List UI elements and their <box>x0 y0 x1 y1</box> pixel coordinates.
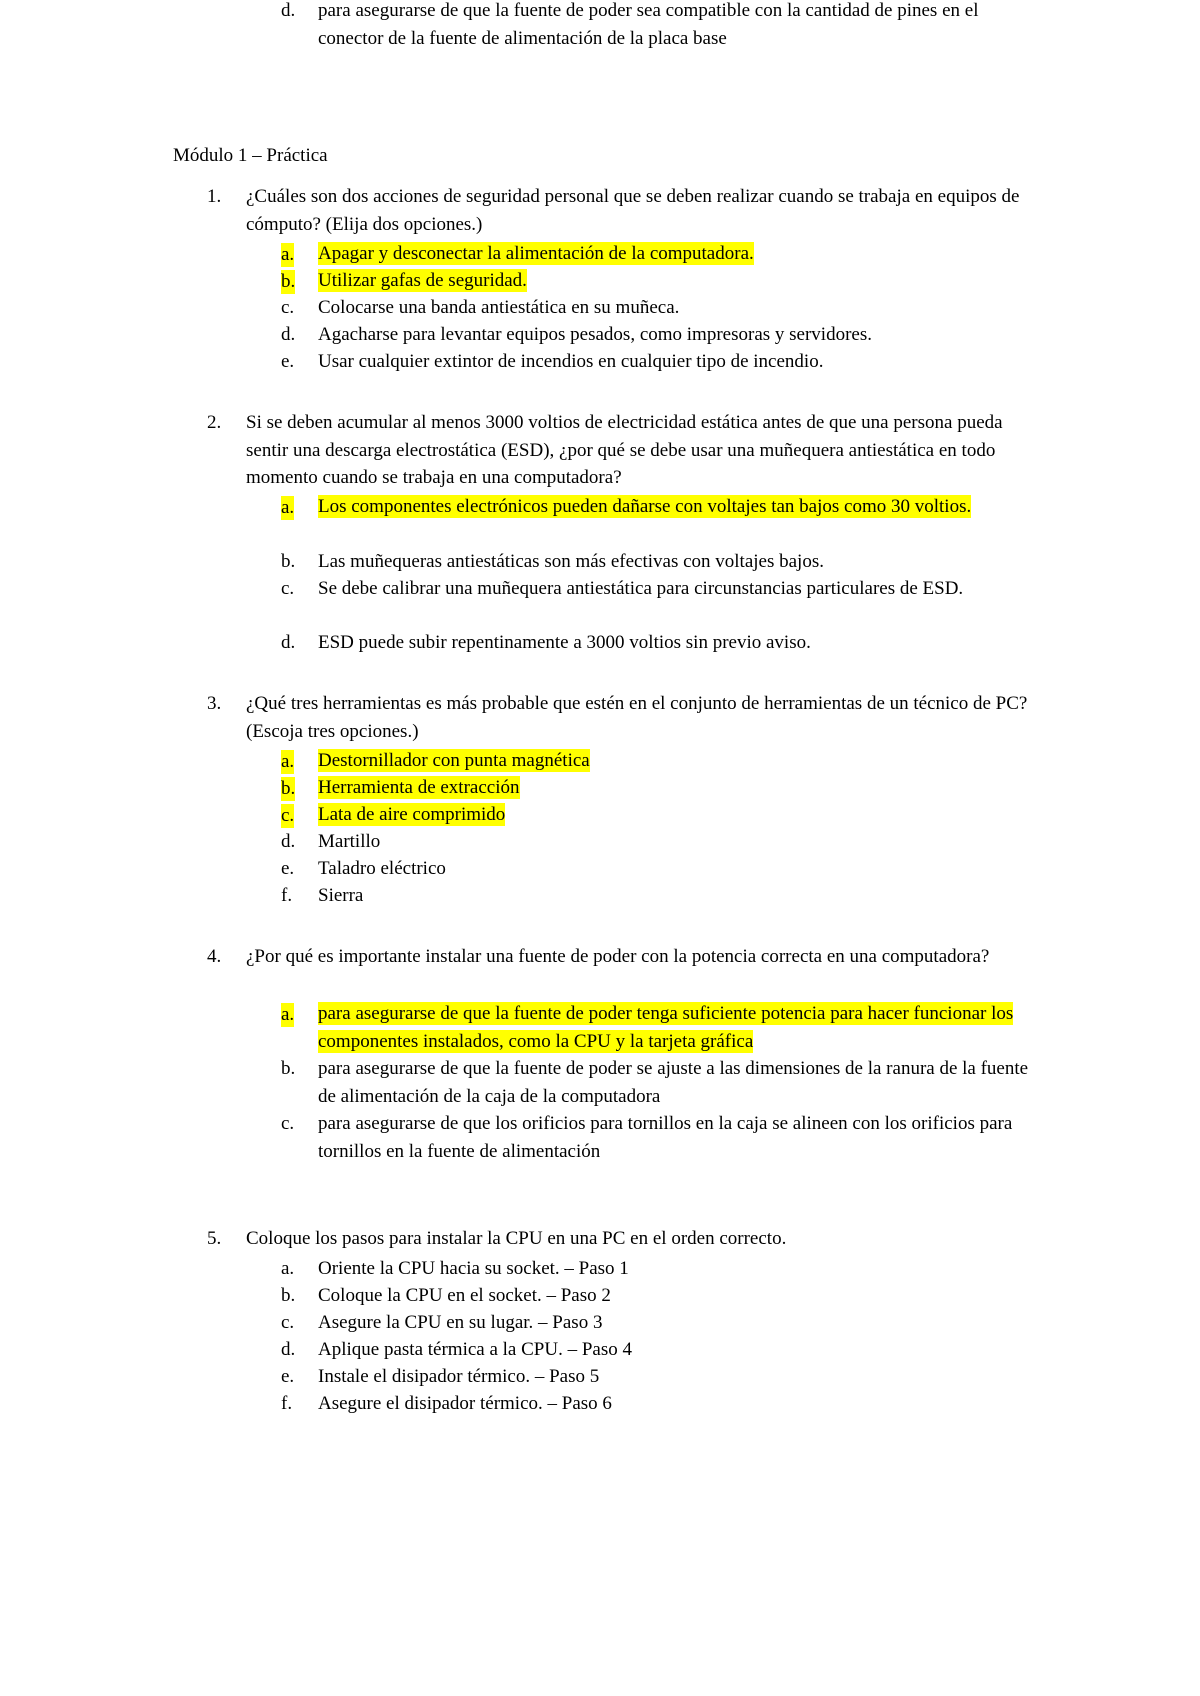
option-letter: c. <box>281 1312 295 1333</box>
option-text <box>318 1363 1038 1391</box>
option-text <box>318 1110 1038 1165</box>
option-text-content: Martillo <box>318 831 381 852</box>
option-text-content: Asegure el disipador térmico. – Paso 6 <box>318 1393 612 1414</box>
option-text-content: para asegurarse de que la fuente de poder se ajuste a las dimensiones de la ranura de la fuente de alimentación de la caja de la computadora <box>318 1058 1029 1107</box>
option-text <box>318 855 1038 883</box>
option-text-content: Coloque la CPU en el socket. – Paso 2 <box>318 1285 611 1306</box>
option-text-content: Asegure la CPU en su lugar. – Paso 3 <box>318 1312 603 1333</box>
question-text: ¿Qué tres herramientas es más probable que estén en el conjunto de herramientas de un técnico de PC? (Escoja tres opciones.) <box>246 693 1028 742</box>
option-letter: f. <box>281 1393 293 1414</box>
option-text <box>318 321 1038 349</box>
option-text-content: Oriente la CPU hacia su socket. – Paso 1 <box>318 1258 629 1279</box>
option-text <box>318 882 1038 910</box>
option-text-content: Instale el disipador térmico. – Paso 5 <box>318 1366 600 1387</box>
option-text-content: Herramienta de extracción <box>318 777 520 798</box>
option-letter: a. <box>281 244 295 265</box>
option-text-content: Los componentes electrónicos pueden dañarse con voltajes tan bajos como 30 voltios. <box>318 496 972 517</box>
option-text-content: para asegurarse de que los orificios para tornillos en la caja se alineen con los orificios para tornillos en la fuente de alimentación <box>318 1113 1013 1162</box>
option-text-content: Aplique pasta térmica a la CPU. – Paso 4 <box>318 1339 632 1360</box>
correct-answer-text <box>318 747 1038 775</box>
option-text-content: Las muñequeras antiestáticas son más efectivas con voltajes bajos. <box>318 551 824 572</box>
document-title: Módulo 1 – Práctica <box>173 145 328 166</box>
option-letter: c. <box>281 297 295 318</box>
option-text <box>318 1282 1038 1310</box>
option-text-content: Agacharse para levantar equipos pesados, como impresoras y servidores. <box>318 324 872 345</box>
option-letter: e. <box>281 1366 295 1387</box>
question-number: 1. <box>207 186 222 207</box>
option-letter: d. <box>281 324 296 345</box>
option-text-content: Usar cualquier extintor de incendios en cualquier tipo de incendio. <box>318 351 824 372</box>
option-text-content: para asegurarse de que la fuente de poder tenga suficiente potencia para hacer funcionar los componentes instalados, como la CPU y la tarjeta gráfica <box>318 1003 1014 1052</box>
option-text-content: Destornillador con punta magnética <box>318 750 590 771</box>
question-text: Coloque los pasos para instalar la CPU en una PC en el orden correcto. <box>246 1228 787 1249</box>
correct-answer-text <box>318 801 1038 829</box>
option-text-content: Taladro eléctrico <box>318 858 446 879</box>
option-letter: a. <box>281 1004 295 1025</box>
option-letter: f. <box>281 885 293 906</box>
option-letter: b. <box>281 271 296 292</box>
option-letter: a. <box>281 497 295 518</box>
option-letter: d. <box>281 831 296 852</box>
question-text: ¿Cuáles son dos acciones de seguridad personal que se deben realizar cuando se trabaja en equipos de cómputo? (Elija dos opciones.) <box>246 186 1020 235</box>
question-number: 4. <box>207 946 222 967</box>
option-letter: a. <box>281 751 295 772</box>
option-text <box>318 348 1038 376</box>
option-letter: b. <box>281 1058 296 1079</box>
question-number: 2. <box>207 412 222 433</box>
option-letter: c. <box>281 805 295 826</box>
option-text-content: Lata de aire comprimido <box>318 804 506 825</box>
option-text <box>318 575 1038 603</box>
correct-answer-text <box>318 493 1038 521</box>
option-letter: b. <box>281 778 296 799</box>
option-text <box>318 1390 1038 1418</box>
option-text-content: para asegurarse de que la fuente de poder sea compatible con la cantidad de pines en el conector de la fuente de alimentación de la placa base <box>318 0 979 49</box>
option-text <box>318 828 1038 856</box>
option-text <box>318 294 1038 322</box>
option-text <box>318 1255 1038 1283</box>
option-letter: c. <box>281 1113 295 1134</box>
correct-answer-text <box>318 240 1038 268</box>
option-text <box>318 1336 1038 1364</box>
option-text <box>318 548 1038 576</box>
option-text-content: Se debe calibrar una muñequera antiestática para circunstancias particulares de ESD. <box>318 578 964 599</box>
question-text: ¿Por qué es importante instalar una fuente de poder con la potencia correcta en una computadora? <box>246 946 990 967</box>
correct-answer-text <box>318 774 1038 802</box>
option-letter: e. <box>281 351 295 372</box>
option-letter: e. <box>281 858 295 879</box>
option-text <box>318 1309 1038 1337</box>
option-letter: a. <box>281 1258 295 1279</box>
option-text-content: Utilizar gafas de seguridad. <box>318 270 527 291</box>
option-letter: d. <box>281 1339 296 1360</box>
option-letter: d. <box>281 632 296 653</box>
option-text <box>318 1055 1038 1110</box>
option-text-content: Colocarse una banda antiestática en su muñeca. <box>318 297 680 318</box>
option-text-content: Sierra <box>318 885 364 906</box>
option-letter: d. <box>281 0 296 21</box>
option-text-content: ESD puede subir repentinamente a 3000 voltios sin previo aviso. <box>318 632 811 653</box>
option-text <box>318 0 1038 52</box>
question-text: Si se deben acumular al menos 3000 voltios de electricidad estática antes de que una persona pueda sentir una descarga electrostática (ESD), ¿por qué se debe usar una muñequera antiestática en todo momento cuando se trabaja en una computadora? <box>246 412 1003 489</box>
option-text <box>318 629 1038 657</box>
question-number: 5. <box>207 1228 222 1249</box>
option-letter: b. <box>281 551 296 572</box>
option-letter: c. <box>281 578 295 599</box>
correct-answer-text <box>318 1000 1038 1055</box>
question-number: 3. <box>207 693 222 714</box>
correct-answer-text <box>318 267 1038 295</box>
option-letter: b. <box>281 1285 296 1306</box>
option-text-content: Apagar y desconectar la alimentación de la computadora. <box>318 243 754 264</box>
